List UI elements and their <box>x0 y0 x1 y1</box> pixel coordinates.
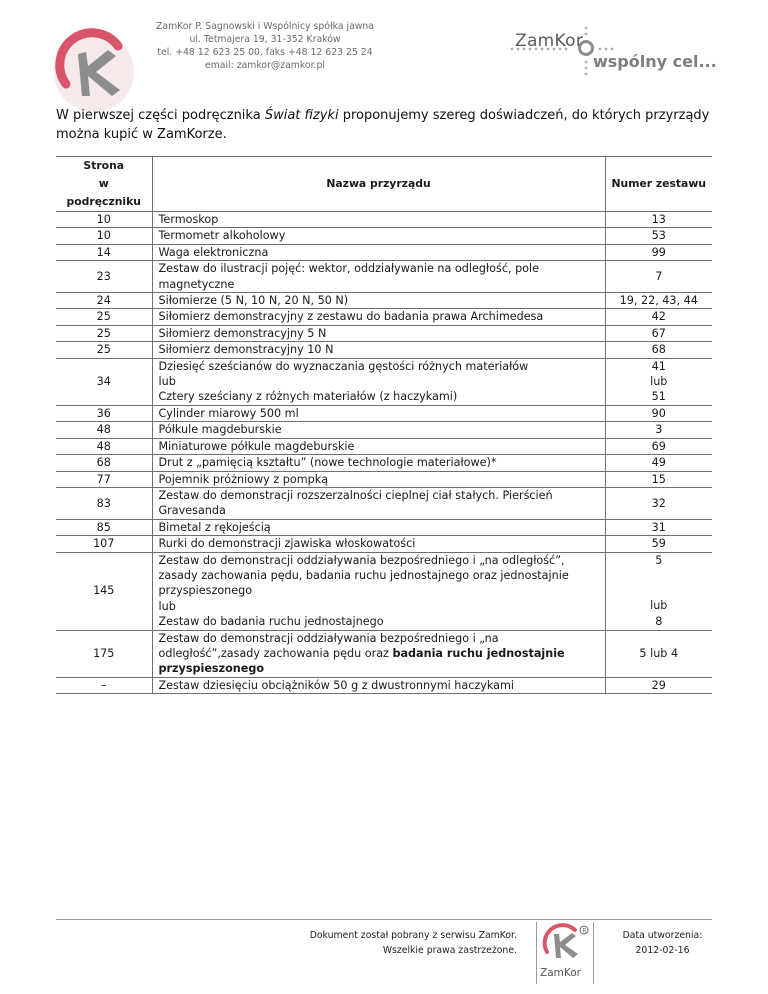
cell-page: 23 <box>56 261 152 293</box>
table-row <box>56 630 712 677</box>
cell-number: 3 <box>655 423 663 437</box>
cell-name-bold: badania ruchu jednostajnie przyspieszonego <box>158 646 565 676</box>
table-row <box>56 422 712 438</box>
cell-name: Termometr alkoholowy <box>152 228 605 244</box>
cell-page: 25 <box>56 325 152 341</box>
cell-name <box>152 630 605 677</box>
cell-name: Rurki do demonstracji zjawiska włoskowatości <box>152 536 605 552</box>
brand-name: ZamKor <box>515 31 584 51</box>
cell-name: Półkule magdeburskie <box>152 422 605 438</box>
cell-number: 32 <box>651 496 666 510</box>
company-line: email: zamkor@zamkor.pl <box>204 60 325 71</box>
cell-number: 31 <box>651 520 666 534</box>
cell-page: 24 <box>56 293 152 309</box>
company-line: tel. +48 12 623 25 00, faks +48 12 623 25 24 <box>157 47 373 58</box>
intro-text: W pierwszej części podręcznika <box>56 108 265 123</box>
table-row <box>56 325 712 341</box>
slogan: wspólny cel... <box>593 52 717 71</box>
cell-name-text: Zestaw do demonstracji oddziaływania bezpośredniego i „na odległość”,zasady zachowania pędu oraz <box>158 631 499 660</box>
cell-page: 85 <box>56 519 152 535</box>
table-header-row <box>56 157 712 212</box>
header-page-line: w podręczniku <box>66 177 141 208</box>
table-row <box>56 552 712 630</box>
cell-name <box>152 358 605 405</box>
table-row <box>56 342 712 358</box>
header-page-line: Strona <box>83 159 125 172</box>
cell-number-line: lub <box>650 375 668 389</box>
intro-paragraph <box>56 106 712 144</box>
table-row <box>56 471 712 487</box>
intro-text: proponujemy szereg doświadczeń, do których przyrządy można kupić w ZamKorze. <box>56 108 710 142</box>
table-row <box>56 438 712 454</box>
cell-name-line: Zestaw do badania ruchu jednostajnego <box>158 615 384 629</box>
cell-number: 69 <box>651 439 666 453</box>
cell-page: 14 <box>56 244 152 260</box>
table-row <box>56 358 712 405</box>
cell-number: 90 <box>651 406 666 420</box>
cell-number: 42 <box>651 310 666 324</box>
cell-name: Pojemnik próżniowy z pompką <box>152 471 605 487</box>
cell-name-line: Zestaw do demonstracji oddziaływania bezpośredniego i „na odległość”, zasady zachowania pędu, badania ruchu jednostajnego oraz jednostajnie przyspieszonego <box>158 553 569 598</box>
footer-notice-line: Dokument został pobrany z serwisu ZamKor. <box>309 930 517 941</box>
table-row <box>56 405 712 421</box>
cell-name: Siłomierz demonstracyjny 10 N <box>152 342 605 358</box>
table-row <box>56 244 712 260</box>
cell-number: 29 <box>651 678 666 692</box>
table-row <box>56 261 712 293</box>
cell-number: 53 <box>651 229 666 243</box>
company-line: ZamKor P. Sagnowski i Wspólnicy spółka jawna <box>156 21 374 32</box>
header-name: Nazwa przyrządu <box>152 157 605 212</box>
cell-number-line: 8 <box>655 614 663 628</box>
cell-name: Zestaw dziesięciu obciążników 50 g z dwustronnymi haczykami <box>152 677 605 693</box>
company-line: ul. Tetmajera 19, 31-352 Kraków <box>189 34 341 45</box>
cell-number-line: 41 <box>651 359 666 373</box>
table-row <box>56 536 712 552</box>
table-row <box>56 309 712 325</box>
cell-name: Zestaw do ilustracji pojęć: wektor, oddziaływanie na odległość, pole magnetyczne <box>152 261 605 293</box>
cell-name-line: Dziesięć sześcianów do wyznaczania gęstości różnych materiałów <box>158 359 529 373</box>
table-row <box>56 228 712 244</box>
cell-name-line: lub <box>158 375 176 389</box>
cell-page: 145 <box>56 552 152 630</box>
cell-name: Siłomierz demonstracyjny z zestawu do badania prawa Archimedesa <box>152 309 605 325</box>
zamkor-logo <box>48 26 140 118</box>
cell-number: 49 <box>651 456 666 470</box>
cell-number <box>605 552 712 630</box>
cell-number: 7 <box>655 269 663 283</box>
cell-number-line: 51 <box>651 390 666 404</box>
cell-name: Drut z „pamięcią kształtu” (nowe technologie materiałowe)* <box>152 455 605 471</box>
table-row <box>56 293 712 309</box>
cell-number-line: 5 <box>655 553 663 567</box>
cell-page: 48 <box>56 438 152 454</box>
cell-number: 67 <box>651 326 666 340</box>
footer-date-value: 2012-02-16 <box>635 945 690 956</box>
cell-page: 10 <box>56 228 152 244</box>
book-title: Świat fizyki <box>264 108 339 123</box>
header-page <box>56 157 152 212</box>
cell-name: Waga elektroniczna <box>152 244 605 260</box>
cell-number: 15 <box>651 472 666 486</box>
footer-date-label: Data utworzenia: <box>622 930 703 941</box>
cell-page: 25 <box>56 309 152 325</box>
cell-number: 68 <box>651 343 666 357</box>
cell-number: 19, 22, 43, 44 <box>619 294 698 308</box>
cell-page: 36 <box>56 405 152 421</box>
cell-page: 107 <box>56 536 152 552</box>
table-row <box>56 487 712 519</box>
company-info <box>145 20 385 72</box>
cell-page: 83 <box>56 487 152 519</box>
cell-page: 48 <box>56 422 152 438</box>
cell-name: Zestaw do demonstracji rozszerzalności cieplnej ciał stałych. Pierścień Gravesanda <box>152 487 605 519</box>
cell-page: – <box>56 677 152 693</box>
cell-page: 77 <box>56 471 152 487</box>
cell-name-line: Cztery sześciany z różnych materiałów (z haczykami) <box>158 390 458 404</box>
cell-number <box>605 358 712 405</box>
cell-name: Miniaturowe półkule magdeburskie <box>152 438 605 454</box>
cell-number: 13 <box>651 213 666 226</box>
cell-page: 34 <box>56 358 152 405</box>
cell-name: Cylinder miarowy 500 ml <box>152 405 605 421</box>
equipment-table <box>56 156 712 694</box>
cell-name <box>152 552 605 630</box>
cell-number: 59 <box>651 537 666 551</box>
cell-name: Siłomierze (5 N, 10 N, 20 N, 50 N) <box>152 293 605 309</box>
table-row <box>56 519 712 535</box>
cell-name-line: lub <box>158 599 176 613</box>
footer-date <box>605 928 720 958</box>
cell-number: 5 lub 4 <box>639 646 679 660</box>
cell-number-line: lub <box>650 599 668 613</box>
header-number: Numer zestawu <box>611 177 707 191</box>
cell-page: 10 <box>56 212 152 228</box>
cell-name: Siłomierz demonstracyjny 5 N <box>152 325 605 341</box>
cell-number: 99 <box>651 245 666 259</box>
footer-brand: ZamKor <box>540 967 581 979</box>
footer-notice <box>300 928 517 958</box>
footer-divider <box>56 919 712 920</box>
cell-page: 25 <box>56 342 152 358</box>
footer-notice-line: Wszelkie prawa zastrzeżone. <box>382 945 517 956</box>
cell-name: Termoskop <box>152 212 605 228</box>
svg-text:R: R <box>582 927 587 935</box>
cell-name: Bimetal z rękojeścią <box>152 519 605 535</box>
table-row <box>56 212 712 228</box>
table-row <box>56 677 712 693</box>
table-row <box>56 455 712 471</box>
cell-page: 68 <box>56 455 152 471</box>
cell-page: 175 <box>56 630 152 677</box>
